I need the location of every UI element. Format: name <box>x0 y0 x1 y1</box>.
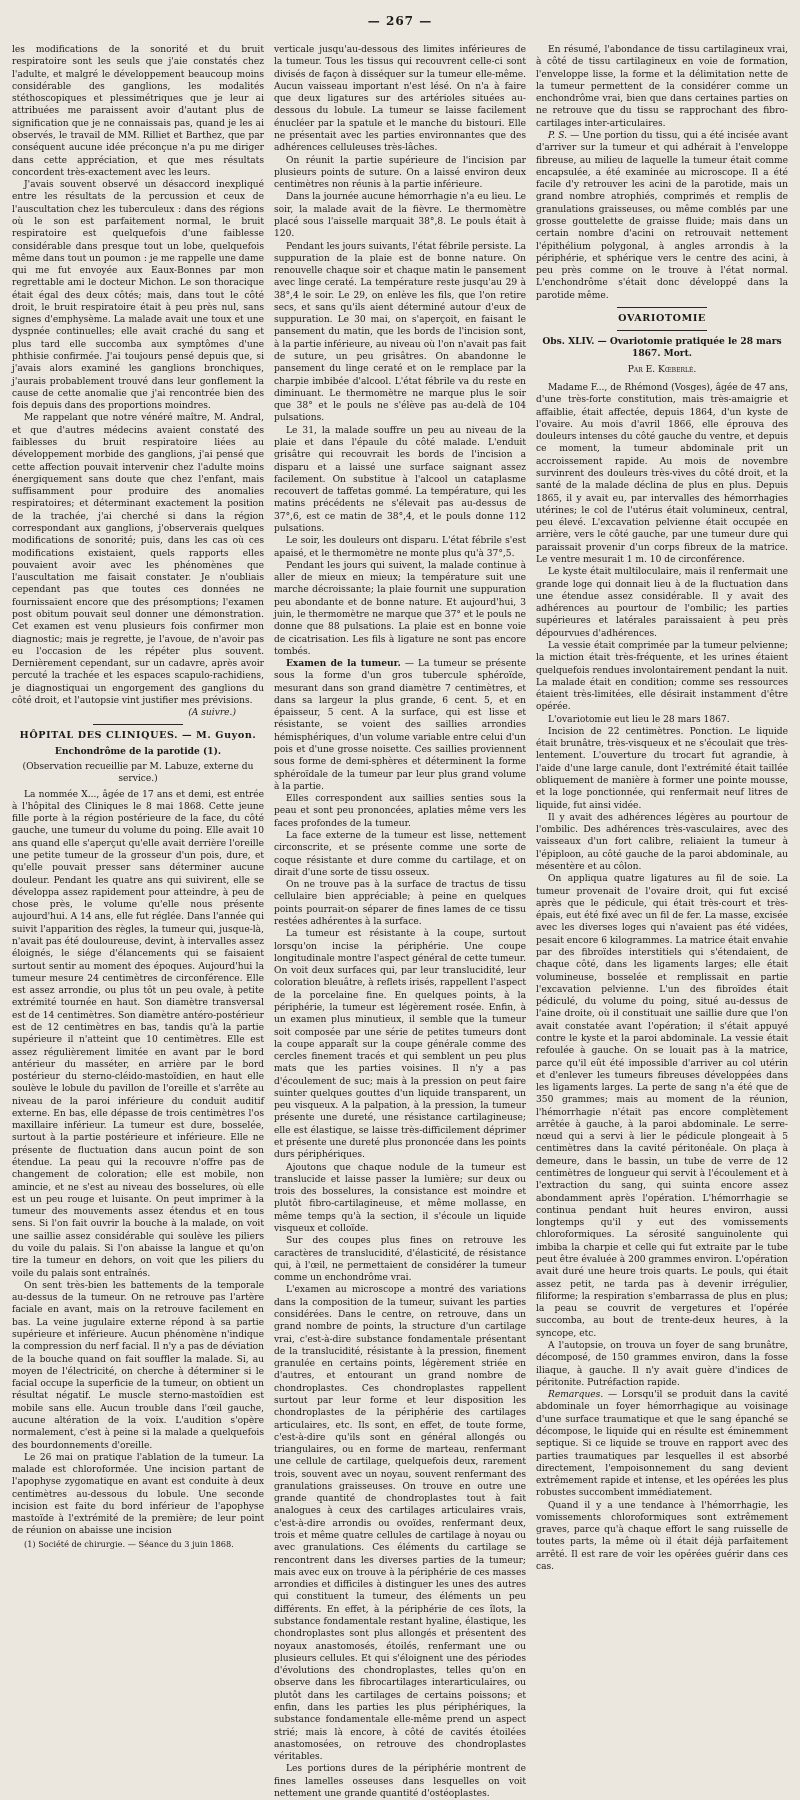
paragraph-text: — Lorsqu'il se produit dans la cavité abdominale un foyer hémorrhagique au voisinage d'une surface traumatique et que le sang épanché se décompose, le liquide qui en résulte est éminemment septique. Si ce liquide se trouve en rapport avec des parties traumatiques par lesquelles il est absorbé directement, l'empoisonnement du sang devient extrêmement rapide et intense, et les opérées les plus robustes succombent immédiatement. <box>536 1390 788 1499</box>
paragraph: On ne trouve pas à la surface de tractus de tissu cellulaire bien appréciable; à peine en quelques points pourrait-on séparer de fines lames de ce tissu restées adhérentes à la surface. <box>274 880 526 927</box>
paragraph: La tumeur est résistante à la coupe, surtout lorsqu'on incise la périphérie. Une coupe longitudinale montre l'aspect général de cette tumeur. On voit deux surfaces qui, par leur translucidité, leur coloration bleuâtre, à reflets irisés, rappellent l'aspect de la porcelaine fine. En quelques points, à la périphérie, la tumeur est légèrement rosée. Enfin, à un examen plus minutieux, il semble que la tumeur soit composée par une série de petites tumeurs dont la coupe apparaît sur la coupe générale comme des cercles finement tracés et qui semblent un peu plus mats que les parties voisines. Il n'y a pas d'écoulement de suc; mais à la pression on peut faire suinter quelques gouttes d'un liquide transparent, un peu visqueux. A la palpation, à la pression, la tumeur présente une dureté, une résistance cartilagineuse; elle est élastique, se laisse très-difficilement déprimer et présente une dureté plus prononcée dans les points durs périphériques. <box>274 929 527 1161</box>
footnote: (1) Société de chirurgie. — Séance du 3 juin 1868. <box>24 1538 234 1549</box>
paragraph: En résumé, l'abondance de tissu cartilagineux vrai, à côté de tissu cartilagineux en voie de formation, l'enveloppe lisse, la forme et la délimitation nette de la tumeur permettent de la considérer comme un enchondrôme vrai, bien que dans certaines parties on ne retrouve que du tissu se rapprochant des fibro-cartilages inter-articulaires. <box>536 45 788 129</box>
paragraph-text: — Une portion du tissu, qui a été incisée avant d'arriver sur la tumeur et qui adhérait à l'enveloppe fibreuse, au milieu de laquelle la tumeur était comme encapsulée, a été examinée au microscope. Il a été facile d'y retrouver les acini de la parotide, mais un grand nombre atrophiés, comprimés et remplis de granulations graisseuses, ou même comblés par une grosse gouttelette de graisse fluide; mais dans un certain nombre d'acini on retrouvait nettement l'épithélium polygonal, à angles arrondis à la périphérie, et sphérique vers le centre des acini, à peu près comme on le trouve à l'état normal. L'enchondrôme s'était donc développé dans la parotide même. <box>536 130 788 301</box>
paragraph-text: — La tumeur se présente sous la forme d'un gros tubercule sphéroïde, mesurant dans son grand diamètre 7 centimètres, et dans sa largeur la plus grande, 6 cent. 5, et en épaisseur, 5 cent. A la surface, qui est lisse et résistante, se voient des saillies arrondies hémisphériques, d'un volume variable entre celui d'un pois et d'une grosse noisette. Ces saillies proviennent sous forme de demi-sphères et déterminent la forme sphéroïdale de la tumeur par leur plus grand volume à la partie. <box>274 659 526 792</box>
paragraph: A l'autopsie, on trouva un foyer de sang brunâtre, décomposé, de 150 grammes environ, dans la fosse iliaque, à gauche. Il n'y avait guère d'indices de péritonite. Putréfaction rapide. <box>536 1340 788 1388</box>
paragraph: L'examen au microscope a montré des variations dans la composition de la tumeur, suivant les parties considérées. Dans le centre, on retrouve, dans un grand nombre de points, la structure d'un cartilage vrai, c'est-à-dire substance fondamentale présentant de la translucidité, résistante à la pression, finement granulée en certains points, légèrement striée en d'autres, et entourant un grand nombre de chondroplastes. Ces chondroplastes rappellent surtout par leur forme et leur disposition les chondroplastes de la périphérie des cartilages articulaires, etc. Ils sont, en effet, de toute forme, c'est-à-dire qu'ils sont en général allongés ou triangulaires, ou en forme de marteau, renfermant une cellule de cartilage, quelquefois deux, rarement trois, souvent avec un noyau, souvent renfermant des granulations graisseuses. On trouve en outre une grande quantité de chondroplastes tout à fait analogues à ceux des cartilages articulaires vrais, c'est-à-dire arrondis ou ovoïdes, renfermant deux, trois et même quatre cellules de cartilage à noyau ou avec granulations. Ces éléments du cartilage se rencontrent dans les diverses parties de la tumeur; mais avec eux on trouve à la périphérie de ces masses arrondies et difficiles à distinguer les unes des autres qui constituent la tumeur, des éléments un peu différents. En effet, à la périphérie de ces îlots, la substance fondamentale restant hyaline, élastique, les chondroplastes sont plus allongés et présentent des noyaux anastomosés, étoilés, renfermant une ou plusieurs cellules. Et qui s'éloignent une des périodes d'évolutions des chondroplastes, telles qu'on en observe dans les fibrocartilages interarticulaires, ou plutôt dans les cartilages de certains poissons; et enfin, dans les parties les plus périphériques, la substance fondamentale elle-même prend un aspect strié; mais là encore, à côté de cavités étoilées anastomosées, on retrouve des chondroplastes véritables. <box>274 1285 526 1763</box>
paragraph: verticale jusqu'au-dessous des limites inférieures de la tumeur. Tous les tissus qui recouvrent celle-ci sont divisés de façon à disséquer sur la tumeur elle-même. Aucun vaisseau important n'est lésé. On n'a à faire que deux ligatures sur des artérioles situées au-dessous du lobule. La tumeur se laisse facilement énucléer par la spatule et le manche du bistouri. Elle ne présentait avec les parties environnantes que des adhérences celluleuses très-lâches. <box>274 45 526 154</box>
section-divider <box>617 330 707 331</box>
paragraph: Le 26 mai on pratique l'ablation de la tumeur. La malade est chloroformée. Une incision partant de l'apophyse zygomatique en avant est conduite à deux centimètres au-dessous du lobule. Une seconde incision est faite du bord inférieur de l'apophyse mastoïde à l'extrémité de la première; de leur point de réunion on abaisse une incision <box>12 1452 264 1537</box>
paragraph: Le kyste était multiloculaire, mais il renfermait une grande loge qui donnait lieu à de la fluctuation dans une étendue assez considérable. Il y avait des adhérences au pourtour de l'ombilic; les parties supérieures et latérales paraissaient à peu près dépourvues d'adhérences. <box>536 567 788 639</box>
paragraph: Il y avait des adhérences légères au pourtour de l'ombilic. Des adhérences très-vasculaires, avec des vaisseaux d'un fort calibre, reliaient la tumeur à l'épiploon, au côté gauche de la paroi abdominale, au mésentère et au côlon. <box>536 812 788 872</box>
section-title: HÔPITAL DES CLINIQUES. — M. Guyon. <box>19 730 257 742</box>
paragraph: La face externe de la tumeur est lisse, nettement circonscrite, et se présente comme une sorte de coque résistante et dure comme du cartilage, et on dirait d'une sorte de tissu osseux. <box>274 831 526 878</box>
paragraph: Elles correspondent aux saillies senties sous la peau et sont peu prononcées, aplaties même vers les faces profondes de la tumeur. <box>274 794 526 829</box>
column-left <box>12 44 264 1549</box>
section-title: OVARIOTOMIE <box>618 312 706 324</box>
paragraph <box>536 130 788 302</box>
column-right <box>536 44 788 1573</box>
paragraph: Ajoutons que chaque nodule de la tumeur est translucide et laisse passer la lumière; sur deux ou trois des bosselures, la consistance est moindre et plutôt fibro-cartilagineuse, et même mollasse, en même temps qu'à la section, il s'écoule un liquide visqueux et colloïde. <box>274 1162 526 1234</box>
paragraph: Me rappelant que notre vénéré maître, M. Andral, et que d'autres médecins avaient constaté des faiblesses du bruit respiratoire liées au développement morbide des ganglions, j'ai pensé que cette affection pouvait intervenir chez l'adulte moins énergiquement sans doute que chez l'enfant, mais suffisamment pour produire des anomalies respiratoires; et déterminant exactement la position de la trachée, j'ai cherché si dans la région correspondant aux ganglions, j'observerais quelques modifications de sonorité; puis, dans les cas où ces modifications existaient, quels rapports elles pouvaient avoir avec les phénomènes que l'auscultation me faisait constater. Je n'oubliais cependant pas que toutes ces données ne fournissaient encore que des présomptions; l'examen post obitum pouvait seul donner une démonstration. Cet examen est venu plusieurs fois confirmer mon diagnostic; mais je regrette, je l'avoue, de n'avoir pas eu l'occasion de les répéter plus souvent. Dernièrement cependant, sur un cadavre, après avoir percuté la trachée et les espaces scapulo-rachidiens, je diagnostiquai un engorgement des ganglions du côté droit, et l'autopsie vint justifier mes prévisions. <box>12 413 264 706</box>
section-divider <box>93 724 183 725</box>
paragraph: On sent très-bien les battements de la temporale au-dessus de la tumeur. On ne retrouve pas l'artère faciale en avant, mais on la retrouve facilement en bas. La veine jugulaire externe répond à sa partie supérieure et inférieure. Aucun phénomène n'indique la compression du nerf facial. Il n'y a pas de déviation de la bouche quand on fait souffler la malade. Si, au moyen de l'électricité, on cherche à déterminer si le facial occupe la superficie de la tumeur, on obtient un résultat négatif. Le muscle sterno-mastoïdien est mobile sans elle. Aucun trouble dans l'œil gauche, aucune altération de la voix. L'audition s'opère normalement, c'est à peine si la malade a quelquefois des bourdonnements d'oreille. <box>12 1280 264 1451</box>
paragraph <box>536 1389 788 1500</box>
paragraph: Le soir, les douleurs ont disparu. L'état fébrile s'est apaisé, et le thermomètre ne monte plus qu'à 37°,5. <box>274 536 526 559</box>
paragraph: L'ovariotomie eut lieu le 28 mars 1867. <box>548 714 730 725</box>
paragraph: On appliqua quatre ligatures au fil de soie. La tumeur provenait de l'ovaire droit, qui fut excisé après que le pédicule, qui était très-court et très-épais, eut été fixé avec un fil de fer. La masse, excisée avec les diverses loges qui n'avaient pas été vidées, pesait encore 6 kilogrammes. La matrice était envahie par des fibroïdes interstitiels qui s'étendaient, de chaque côté, dans les ligaments larges; elle était volumineuse, bosselée et remplissait en partie l'excavation pelvienne. L'un des fibroïdes était pédiculé, du volume du poing, situé au-dessus de l'aine droite, où il constituait une saillie dure que l'on avait constatée avant l'opération; il s'était appuyé contre le kyste et la paroi abdominale. La vessie était refoulée à gauche. On se louait pas à la matrice, parce qu'il eût été impossible d'arriver au col utérin et d'enlever les tumeurs fibreuses développées dans les ligaments larges. La perte de sang n'a été que de 350 grammes; mais au moment de la réunion, l'hémorrhagie n'était pas encore complètement arrêtée à gauche, à la paroi abdominale. Le serre-nœud qui a servi à lier le pédicule plongeait à 5 centimètres dans la cavité péritonéale. On plaça à demeure, dans le bassin, un tube de verre de 12 centimètres de longueur qui servit à l'écoulement et à l'extraction du sang, qui suinta encore assez abondamment après l'opération. L'hémorrhagie se continua pendant huit heures environ, aussi longtemps qu'il y eut des vomissements chloroformiques. La sérosité sanguinolente qui imbiba la charpie et celle qui fut extraite par le tube peut être évaluée à 200 grammes environ. L'opération avait duré une heure trois quarts. Le pouls, qui était assez petit, ne tarda pas à devenir irrégulier, filiforme; la respiration s'embarrassa de plus en plus; la peau se couvrit de vergetures et l'opérée succomba, au bout de trente-deux heures, à la syncope, etc. <box>536 874 788 1339</box>
section-divider <box>617 307 707 308</box>
to-be-continued: (A suivre.) <box>188 708 236 719</box>
paragraph: La nommée X..., âgée de 17 ans et demi, est entrée à l'hôpital des Cliniques le 8 mai 1868. Cette jeune fille porte à la région postérieure de la face, du côté gauche, une tumeur du volume du poing. Elle avait 10 ans quand elle s'aperçut qu'elle avait derrière l'oreille une petite tumeur de la grosseur d'un pois, dure, et qu'elle pouvait presser sans déterminer aucune douleur. Pendant les quatre ans qui suivirent, elle se développa assez rapidement pour atteindre, à peu de chose près, le volume qu'elle nous présente aujourd'hui. A 14 ans, elle fut réglée. Dans l'année qui suivit l'apparition des règles, la tumeur qui, jusque-là, n'avait pas été douloureuse, devint, à intervalles assez éloignés, le siége d'élancements qui se faisaient surtout sentir au moment des époques. Aujourd'hui la tumeur mesure 24 centimètres de circonférence. Elle est assez arrondie, ou plus tôt un peu ovale, à petite extrémité tournée en haut. Son diamètre transversal est de 14 centimètres. Son diamètre antéro-postérieur est de 12 centimètres en bas, tandis qu'à la partie supérieure il n'atteint que 10 centimètres. Elle est assez régulièrement limitée en avant par le bord antérieur du masséter, en arrière par le bord postérieur du sterno-cléido-mastoïdien, en haut elle soulève le lobule du pavillon de l'oreille et s'arrête au niveau de la paroi inférieure du conduit auditif externe. En bas, elle dépasse de trois centimètres l'os maxillaire inférieur. La tumeur est dure, bosselée, surtout à la partie postérieure et inférieure. Elle ne présente de fluctuation dans aucun point de son étendue. La peau qui la recouvre n'offre pas de changement de coloration; elle est mobile, non amincie, et ne s'est au niveau des bosselures, où elle est un peu rouge et luisante. On peut imprimer à la tumeur des mouvements assez étendus et en tous sens. Si l'on fait ouvrir la bouche à la malade, on voit une saillie assez considérable qui soulève les piliers du voile du palais. Si l'on abaisse la langue et qu'on tire la tumeur en dehors, on voit que les piliers du voile du palais sont entraînés. <box>12 789 264 1279</box>
run-in-heading: Remarques. <box>548 1390 604 1401</box>
paragraph <box>274 658 526 793</box>
paragraph: On réunit la partie supérieure de l'incision par plusieurs points de suture. On a laissé environ deux centimètres non réunis à la partie inférieure. <box>274 155 526 191</box>
paragraph: Quand il y a une tendance à l'hémorrhagie, les vomissements chloroformiques sont extrêmement graves, parce qu'à chaque effort le sang ruisselle de toutes parts, la même où il était déjà parfaitement arrêté. Il est rare de voir les opérées guérir dans ces cas. <box>536 1500 788 1573</box>
paragraph: Pendant les jours qui suivent, la malade continue à aller de mieux en mieux; la température suit une marche décroissante; la plaie fournit une suppuration peu abondante et de bonne nature. Et aujourd'hui, 3 juin, le thermomètre ne marque que 37° et le pouls ne donne que 88 pulsations. La plaie est en bonne voie de cicatrisation. Les fils à ligature ne sont pas encore tombés. <box>274 560 526 657</box>
paragraph: La vessie était comprimée par la tumeur pelvienne; la miction était très-fréquente, et les urines étaient quelquefois rendues involontairement pendant la nuit. La malade était en condition; comme ses ressources étaient très-limitées, elle désirait instamment d'être opérée. <box>536 640 788 713</box>
run-in-heading: Examen de la tumeur. <box>286 658 401 670</box>
author: Par E. Kœberlé. <box>627 364 697 375</box>
paragraph: Madame F..., de Rhémond (Vosges), âgée de 47 ans, d'une très-forte constitution, mais très-amaigrie et affaiblie, était affectée, depuis 1864, d'un kyste de l'ovaire. Au mois d'avril 1866, elle éprouva des douleurs intenses du côté gauche du ventre, et depuis ce moment, la tumeur abdominale prit un accroissement rapide. Au mois de novembre survinrent des douleurs très-vives du côté droit, et la santé de la malade déclina de plus en plus. Depuis 1865, il y avait eu, par intervalles des hémorrhagies utérines; le col de l'utérus était volumineux, central, peu élevé. L'excavation pelvienne était occupée en arrière, vers le côté gauche, par une tumeur dure qui paraissait provenir d'un corps fibreux de la matrice. Le ventre mesurait 1 m. 10 de circonférence. <box>536 383 788 565</box>
paragraph: Les portions dures de la périphérie montrent de fines lamelles osseuses dans lesquelles on voit nettement une grande quantité d'ostéoplastes. <box>274 1764 526 1799</box>
paragraph: Sur des coupes plus fines on retrouve les caractères de translucidité, d'élasticité, de résistance qui, à l'œil, ne permettaient de considérer la tumeur comme un enchondrôme vrai. <box>274 1236 526 1284</box>
paragraph: Dans la journée aucune hémorrhagie n'a eu lieu. Le soir, la malade avait de la fièvre. Le thermomètre placé sous l'aisselle marquait 38°,8. Le pouls était à 120. <box>274 192 526 240</box>
paragraph: Incision de 22 centimètres. Ponction. Le liquide était brunâtre, très-visqueux et ne s'écoulait que très-lentement. L'ouverture du trocart fut agrandie, à l'aide d'une large canule, dont l'extrémité était taillée obliquement de manière à former une pointe mousse, et la loge ponctionnée, qui renfermait neuf litres de liquide, fut ainsi vidée. <box>536 726 788 811</box>
paragraph: les modifications de la sonorité et du bruit respiratoire sont les seuls que j'aie constatés chez l'adulte, et malgré le développement beaucoup moins considérable des ganglions, les modalités stéthoscopiques et plessimétriques que je leur ai attribuées me paraissent avoir d'autant plus de signification que je ne connaissais pas, quand je les ai observés, le travail de MM. Rilliet et Barthez, que par conséquent aucune idée préconçue n'a pu me diriger dans cette appréciation, et que mes résultats concordent très-exactement avec les leurs. <box>12 45 264 178</box>
paragraph: Le 31, la malade souffre un peu au niveau de la plaie et dans l'épaule du côté malade. L'enduit grisâtre qui recouvrait les bords de l'incision a disparu et a laissé une surface saignant assez facilement. On substitue à l'alcool un cataplasme recouvert de taffetas gommé. La température, qui les matins précédents ne s'élevait pas au-dessus de 37°,6, est ce matin de 38°,4, et le pouls donne 112 pulsations. <box>274 425 526 534</box>
article-title: Enchondrôme de la parotide (1). <box>54 745 222 757</box>
page-number: — 267 — <box>367 14 433 28</box>
column-middle <box>274 44 527 1799</box>
run-in-heading: P. S. <box>548 130 568 141</box>
observation-title: Obs. XLIV. — Ovariotomie pratiquée le 28 mars 1867. Mort. <box>542 336 782 360</box>
observation-note: (Observation recueillie par M. Labuze, externe du service.) <box>22 762 254 785</box>
paragraph: J'avais souvent observé un désaccord inexpliqué entre les résultats de la percussion et ceux de l'auscultation chez les tuberculeux : dans des régions où le son est parfaitement normal, le bruit respiratoire est quelquefois d'une faiblesse considérable dans presque tout un lobe, quelquefois même dans tout un poumon : je me rappelle une dame qui me fut envoyée aux Eaux-Bonnes par mon regrettable ami le docteur Michon. Le son thoracique était égal des deux côtés; mais, dans tout le côté droit, le bruit respiratoire était à peu près nul, sans signes d'emphysème. La malade avait une toux et une dyspnée continuelles; elle avait craché du sang et plus tard elle succomba aux symptômes d'une phthisie confirmée. J'ai toujours pensé depuis que, si j'avais alors examiné les ganglions bronchiques, j'aurais probablement trouvé dans leur gonflement la cause de cette anomalie que j'ai rencontrée bien des fois depuis dans des proportions moindres. <box>12 180 264 412</box>
paragraph: Pendant les jours suivants, l'état fébrile persiste. La suppuration de la plaie est de bonne nature. On renouvelle chaque soir et chaque matin le pansement avec linge ceraté. La température reste jusqu'au 29 à 38°,4 le soir. Le 29, on enlève les fils, que l'on retire secs, et sans qu'ils aient déterminé autour d'eux de suppuration. Le 30 mai, on s'aperçoit, en faisant le pansement du matin, que les bords de l'incision sont, à la partie inférieure, au niveau où l'on n'avait pas fait de suture, un peu grisâtres. On abandonne le pansement du linge ceraté et on le remplace par la charpie imbibée d'alcool. L'état fébrile va du reste en diminuant. Le thermomètre ne marque plus le soir que 38° et le pouls ne s'élève pas au-delà de 104 pulsations. <box>274 241 526 424</box>
